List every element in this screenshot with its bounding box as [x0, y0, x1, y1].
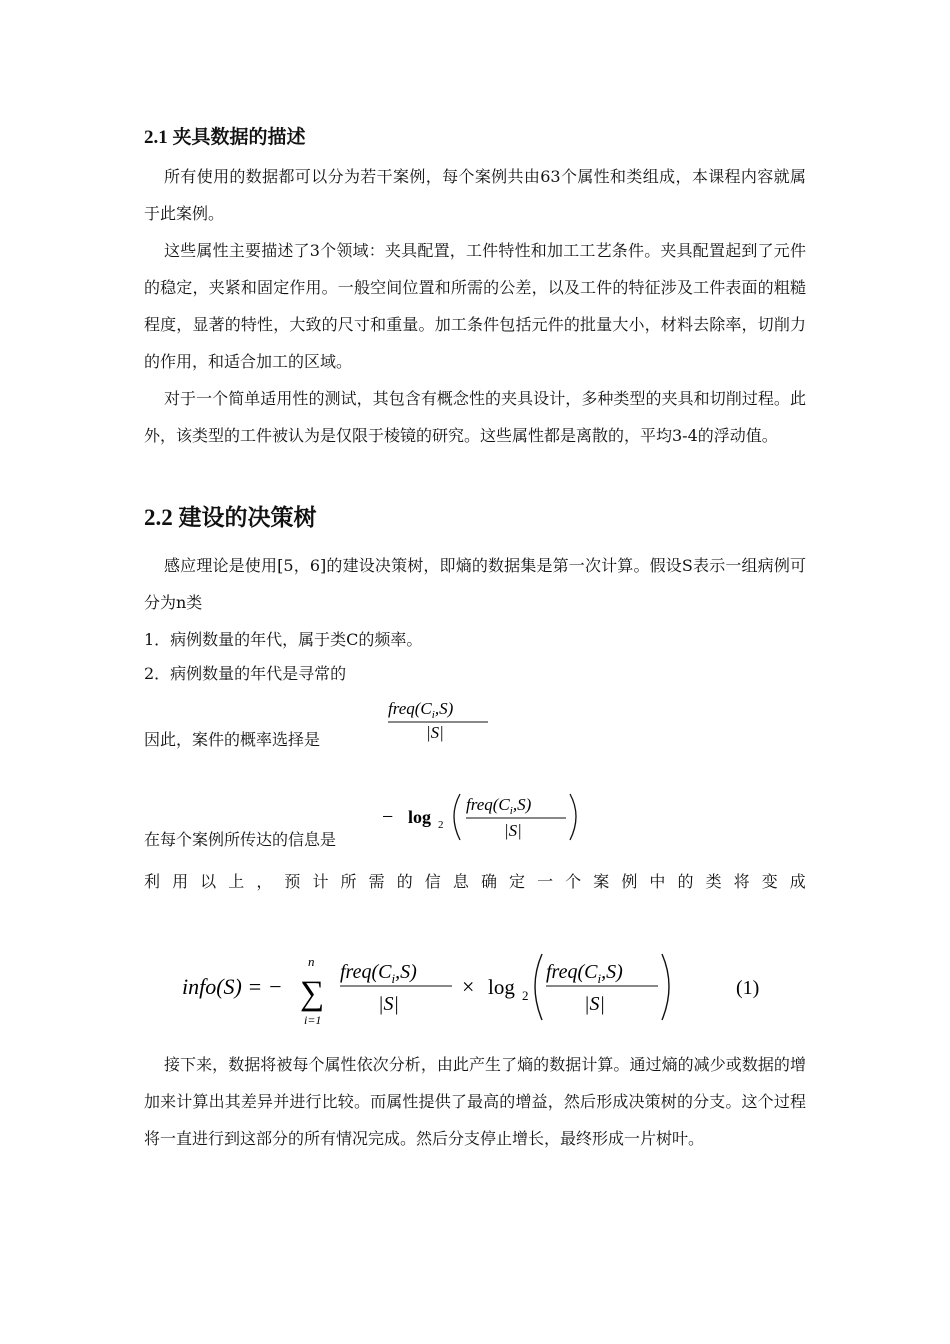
svg-text:−: −: [382, 806, 394, 828]
paragraph-analysis: 接下来，数据将被每个属性依次分析，由此产生了熵的数据计算。通过熵的减少或数据的增加来计算出其差异并进行比较。而属性提供了最高的增益，然后形成决策树的分支。这个过程将一直进行到这部分的所有情况完成。然后分支停止增长，最终形成一片树叶。: [144, 1055, 806, 1148]
spread-char: 用: [172, 872, 189, 891]
spread-char: 信: [424, 872, 441, 891]
svg-text:i=1: i=1: [304, 1013, 322, 1027]
svg-text:|S|: |S|: [504, 821, 522, 840]
svg-text:×: ×: [462, 974, 475, 999]
spread-char: 例: [621, 872, 638, 891]
probability-label: 因此，案件的概率选择是: [144, 730, 321, 749]
spread-char: 定: [509, 872, 526, 891]
svg-text:log: log: [408, 807, 432, 827]
spread-char: 的: [677, 872, 694, 891]
spread-char: 中: [649, 872, 666, 891]
spread-char: 案: [593, 872, 610, 891]
svg-text:freq(Ci,S): $freq(C_i,S)$: [466, 795, 532, 817]
spread-char: 个: [565, 872, 582, 891]
svg-text:info(S) = −: info(S) = −: [182, 974, 283, 999]
spread-char: 利: [144, 872, 161, 891]
svg-text:log: log: [488, 975, 515, 999]
spread-char: 变: [761, 872, 778, 891]
spread-char: 一: [537, 872, 554, 891]
paragraph-cases: 所有使用的数据都可以分为若干案例，每个案例共由63个属性和类组成，本课程内容就属于此案例。: [144, 167, 806, 223]
svg-text:2: 2: [438, 819, 444, 831]
sum-symbol: ∑: [300, 975, 325, 1012]
section-heading-2-2: 2.2 建设的决策树: [144, 505, 317, 530]
spread-char: 上: [228, 872, 245, 891]
svg-text:freq(Ci,S): $freq(C_i,S)$: [388, 699, 454, 721]
svg-text:2: 2: [522, 988, 529, 1003]
paragraph-attributes: 这些属性主要描述了3个领域：夹具配置，工件特性和加工工艺条件。夹具配置起到了元件的稳定，夹紧和固定作用。一般空间位置和所需的公差，以及工件的特征涉及工件表面的粗糙程度，显著的特性，大致的尺寸和重量。加工条件包括元件的批量大小，材料去除率，切削力的作用，和适合加工的区域。: [144, 241, 806, 371]
entropy-equation: [180, 944, 780, 1030]
spread-char: 息: [452, 872, 469, 891]
paragraph-induction: 感应理论是使用[5，6]的建设决策树，即熵的数据集是第一次计算。假设S表示一组病例可分为n类: [144, 556, 806, 612]
spread-char: 确: [480, 872, 497, 891]
svg-text:(1): (1): [736, 977, 760, 999]
information-formula: [378, 788, 588, 848]
spread-char: 类: [705, 872, 722, 891]
svg-text:freq(Ci,S): $freq(C_i,S)$: [340, 961, 417, 986]
list-item-2: 2．病例数量的年代是寻常的: [144, 664, 347, 683]
spread-char: 需: [368, 872, 385, 891]
spread-char: 计: [312, 872, 329, 891]
spread-char: 预: [284, 872, 301, 891]
svg-text:|S|: |S|: [584, 993, 605, 1015]
svg-text:|S|: |S|: [378, 993, 399, 1015]
spread-char: ，: [256, 872, 273, 891]
paragraph-test: 对于一个简单适用性的测试，其包含有概念性的夹具设计，多种类型的夹具和切削过程。此外，该类型的工件被认为是仅限于棱镜的研究。这些属性都是离散的，平均3-4的浮动值。: [144, 389, 806, 445]
svg-text:n: n: [308, 954, 315, 969]
probability-formula: [380, 694, 500, 744]
spread-char: 所: [340, 872, 357, 891]
spread-char: 成: [789, 872, 806, 891]
information-label: 在每个案例所传达的信息是: [144, 830, 337, 849]
spread-char: 的: [396, 872, 413, 891]
section-heading-2-1: 2.1 夹具数据的描述: [144, 127, 306, 148]
expected-information-line: [144, 870, 806, 894]
spread-char: 以: [200, 872, 217, 891]
list-item-1: 1．病例数量的年代，属于类C的频率。: [144, 630, 423, 649]
svg-text:|S|: |S|: [426, 723, 444, 742]
spread-char: 将: [733, 872, 750, 891]
svg-text:freq(Ci,S): $freq(C_i,S)$: [546, 961, 623, 986]
